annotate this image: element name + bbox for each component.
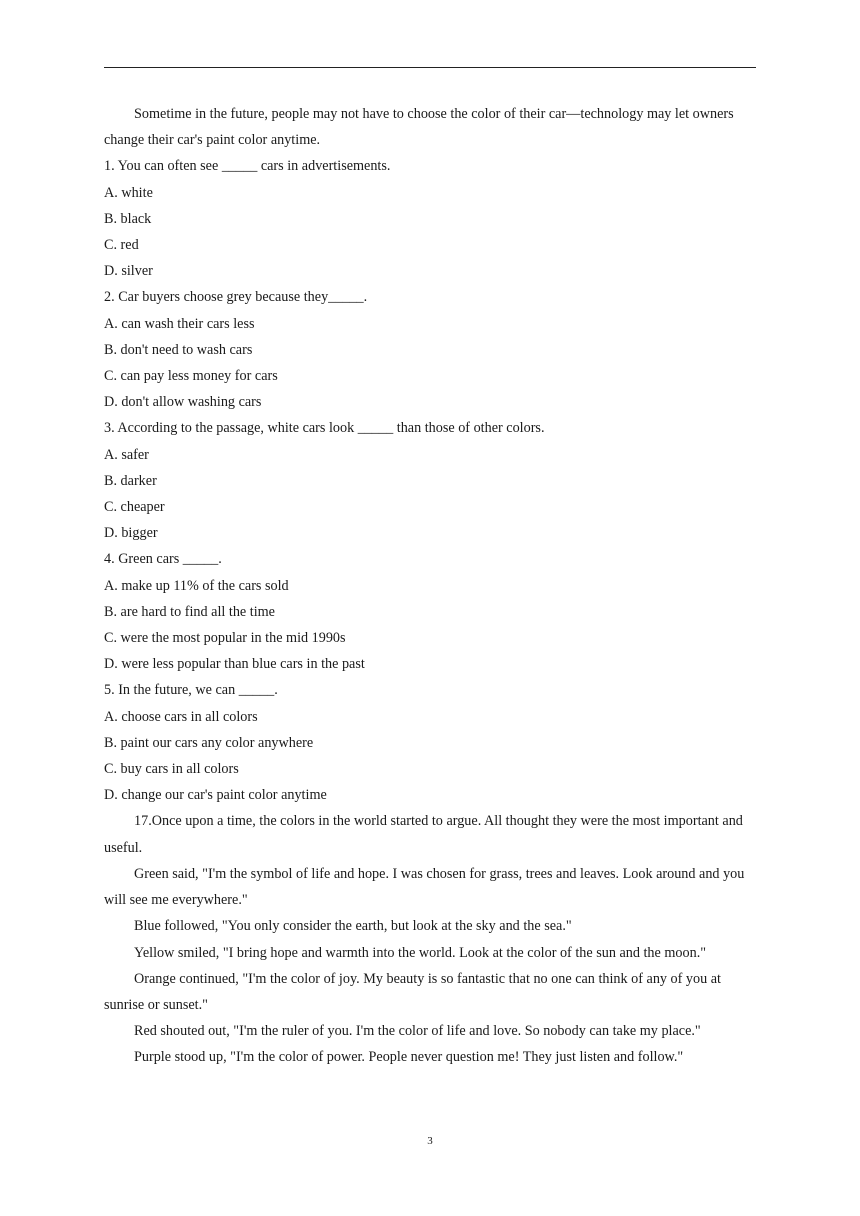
option-d: D. silver (104, 263, 153, 280)
story-paragraph: Green said, "I'm the symbol of life and hope. I was chosen for grass, trees and leaves. Look around and you will see me everywhere." (104, 865, 745, 909)
option-d: D. bigger (104, 525, 158, 542)
question-stem: 5. In the future, we can _____. (104, 682, 278, 699)
passage-paragraph: Sometime in the future, people may not have to choose the color of their car—technology may let owners change their car's paint color anytime. (104, 106, 734, 149)
story-paragraph: Red shouted out, "I'm the ruler of you. I'm the color of life and love. So nobody can take my place." (134, 1023, 701, 1040)
option-b: B. black (104, 210, 152, 227)
question-1 (104, 153, 756, 284)
option-a: A. make up 11% of the cars sold (104, 577, 289, 594)
page-number: 3 (427, 1135, 433, 1147)
question-2 (104, 284, 756, 415)
option-d: D. don't allow washing cars (104, 394, 262, 411)
option-a: A. white (104, 184, 153, 201)
story-paragraph: Yellow smiled, "I bring hope and warmth into the world. Look at the color of the sun and the moon." (134, 944, 707, 961)
option-d: D. change our car's paint color anytime (104, 787, 327, 804)
question-stem: 2. Car buyers choose grey because they_____. (104, 289, 368, 306)
question-4 (104, 546, 756, 677)
option-b: B. don't need to wash cars (104, 341, 253, 358)
option-c: C. can pay less money for cars (104, 368, 278, 385)
question-stem: 3. According to the passage, white cars look _____ than those of other colors. (104, 420, 545, 437)
option-b: B. darker (104, 472, 157, 489)
story-paragraph: Purple stood up, "I'm the color of power. People never question me! They just listen and follow." (134, 1049, 684, 1066)
story-paragraph: 17.Once upon a time, the colors in the world started to argue. All thought they were the most important and useful. (104, 813, 743, 856)
option-c: C. were the most popular in the mid 1990s (104, 630, 346, 647)
story-paragraph: Blue followed, "You only consider the earth, but look at the sky and the sea." (134, 918, 572, 935)
question-5 (104, 677, 756, 808)
option-b: B. paint our cars any color anywhere (104, 734, 314, 751)
story-paragraph: Orange continued, "I'm the color of joy. My beauty is so fantastic that no one can think of any of you at sunrise or sunset." (104, 970, 721, 1013)
question-3 (104, 415, 756, 546)
option-c: C. buy cars in all colors (104, 761, 239, 778)
option-a: A. can wash their cars less (104, 315, 255, 332)
document-body (104, 101, 756, 1071)
option-a: A. safer (104, 446, 149, 463)
option-c: C. cheaper (104, 499, 165, 516)
option-a: A. choose cars in all colors (104, 708, 258, 725)
question-stem: 4. Green cars _____. (104, 551, 222, 568)
story-passage (104, 808, 756, 1070)
option-b: B. are hard to find all the time (104, 603, 275, 620)
header-rule (104, 67, 756, 68)
option-d: D. were less popular than blue cars in the past (104, 656, 365, 673)
option-c: C. red (104, 237, 139, 254)
question-stem: 1. You can often see _____ cars in advertisements. (104, 158, 391, 175)
